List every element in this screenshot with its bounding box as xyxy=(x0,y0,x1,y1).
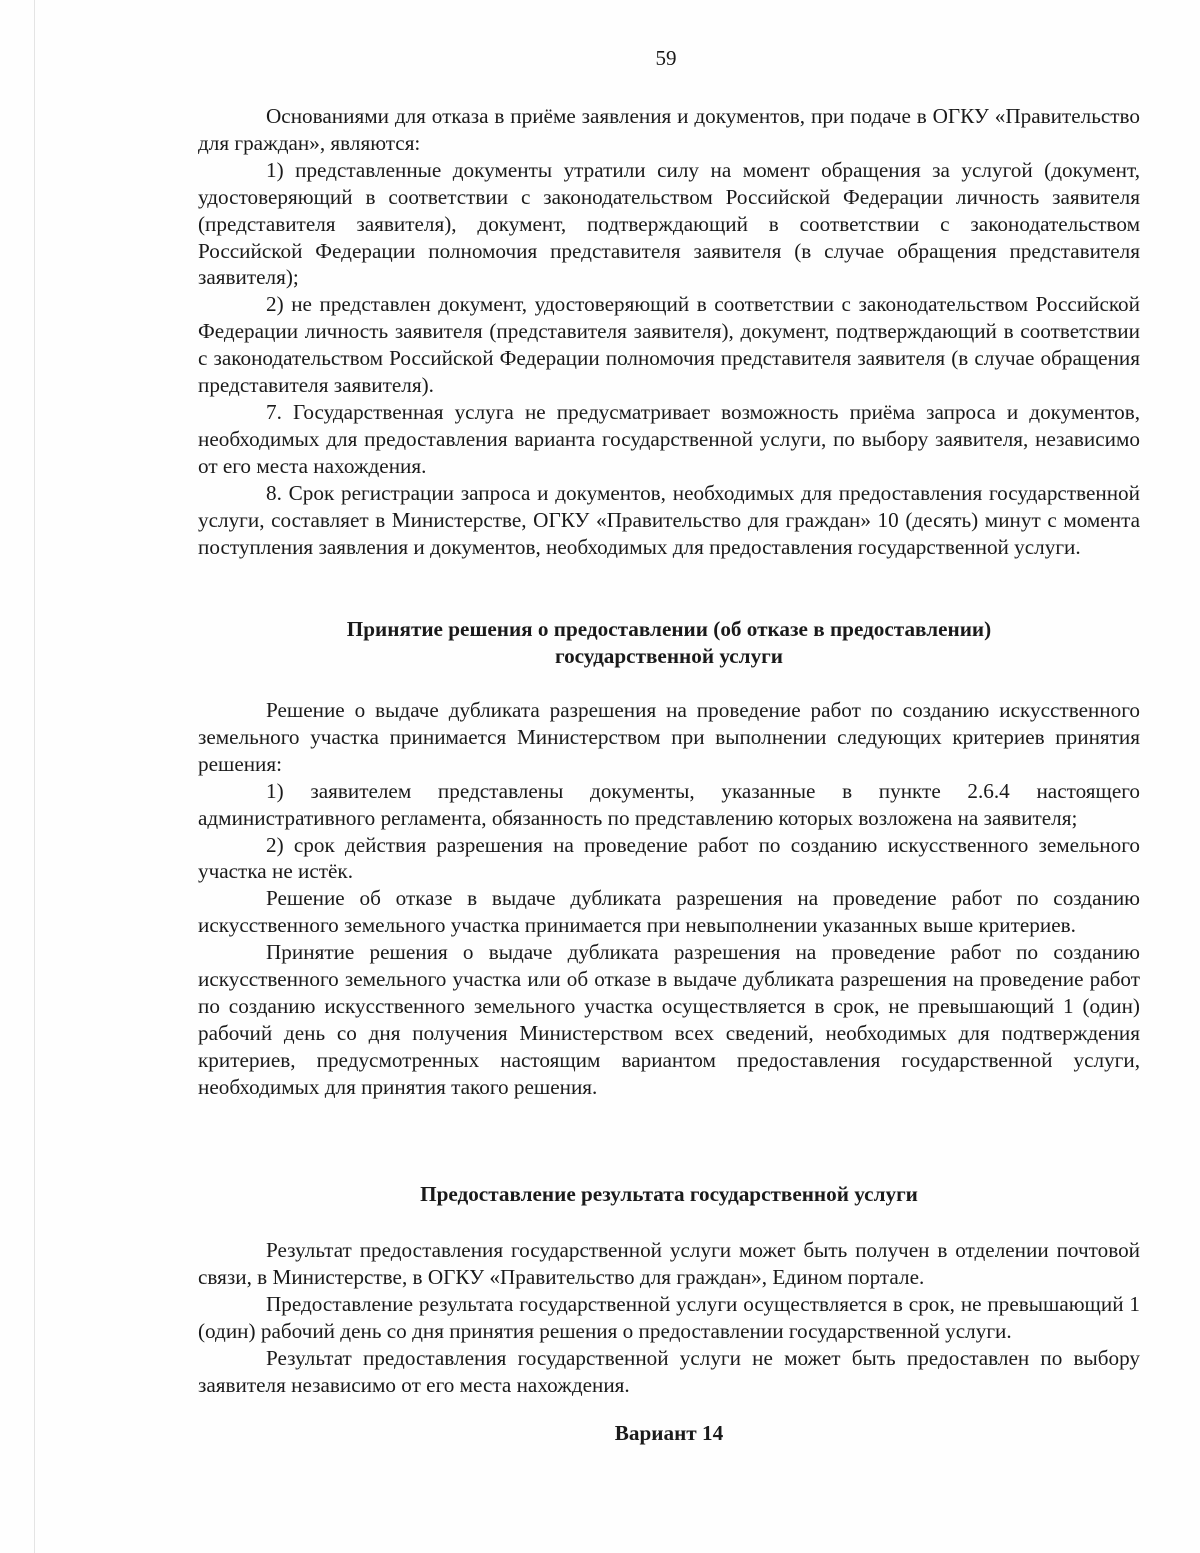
section-result-delivery xyxy=(198,1237,1140,1398)
paragraph: Основаниями для отказа в приёме заявления и документов, при подаче в ОГКУ «Правительство для граждан», являются: xyxy=(198,104,1140,155)
paragraph: 2) срок действия разрешения на проведение работ по созданию искусственного земельного участка не истёк. xyxy=(198,832,1140,884)
section-refusal-grounds xyxy=(198,103,1140,560)
heading-line: Вариант 14 xyxy=(614,1421,724,1445)
section-decision-criteria xyxy=(198,697,1140,1101)
heading-line: государственной услуги xyxy=(555,643,783,668)
paragraph: Принятие решения о выдаче дубликата разрешения на проведение работ по созданию искусственного земельного участка или об отказе в выдаче дубликата разрешения на проведение работ по созданию искусственного земельного участка осуществляется в срок, не превышающий 1 (один) рабочий день со дня получения Министерством всех сведений, необходимых для подтверждения критериев, предусмотренных настоящим вариантом предоставления государственной услуги, необходимых для принятия такого решения. xyxy=(198,940,1140,1099)
paragraph: 1) заявителем представлены документы, указанные в пункте 2.6.4 настоящего административного регламента, обязанность по представлению которых возложена на заявителя; xyxy=(198,778,1140,830)
paragraph: Результат предоставления государственной услуги не может быть предоставлен по выбору заявителя независимо от его места нахождения. xyxy=(198,1345,1140,1397)
heading-line: Принятие решения о предоставлении (об отказе в предоставлении) xyxy=(346,617,992,641)
page-number: 59 xyxy=(655,46,677,70)
paragraph: Результат предоставления государственной услуги может быть получен в отделении почтовой связи, в Министерстве, в ОГКУ «Правительство для граждан», Едином портале. xyxy=(198,1238,1140,1289)
paragraph: 1) представленные документы утратили силу на момент обращения за услугой (документ, удостоверяющий в соответствии с законодательством Российской Федерации личность заявителя (представителя заявителя), документ, подтверждающий в соответствии с законодательством Российской Федерации полномочия представителя заявителя (в случае обращения представителя заявителя); xyxy=(198,157,1140,290)
paragraph: 2) не представлен документ, удостоверяющий в соответствии с законодательством Российской Федерации личность заявителя (представителя заявителя), документ, подтверждающий в соответствии с законодательством Российской Федерации полномочия представителя заявителя (в случае обращения представителя заявителя). xyxy=(198,292,1140,398)
section-heading-variant xyxy=(198,1420,1140,1447)
paragraph: Решение об отказе в выдаче дубликата разрешения на проведение работ по созданию искусственного земельного участка принимается при невыполнении указанных выше критериев. xyxy=(198,886,1140,938)
paragraph: 8. Срок регистрации запроса и документов, необходимых для предоставления государственной услуги, составляет в Министерстве, ОГКУ «Правительство для граждан» 10 (десять) минут с момента поступления заявления и документов, необходимых для предоставления государственной услуги. xyxy=(198,480,1140,559)
section-heading-result xyxy=(198,1181,1140,1208)
paragraph: Предоставление результата государственной услуги осуществляется в срок, не превышающий 1 (один) рабочий день со дня принятия решения о предоставлении государственной услуги. xyxy=(198,1291,1140,1343)
paragraph: 7. Государственная услуга не предусматривает возможность приёма запроса и документов, необходимых для предоставления варианта государственной услуги, по выбору заявителя, независимо от его места нахождения. xyxy=(198,399,1140,478)
section-heading-decision xyxy=(198,616,1140,670)
paragraph: Решение о выдаче дубликата разрешения на проведение работ по созданию искусственного земельного участка принимается Министерством при выполнении следующих критериев принятия решения: xyxy=(198,698,1140,776)
scan-edge-line xyxy=(34,0,35,1553)
heading-line: Предоставление результата государственной услуги xyxy=(420,1182,918,1206)
